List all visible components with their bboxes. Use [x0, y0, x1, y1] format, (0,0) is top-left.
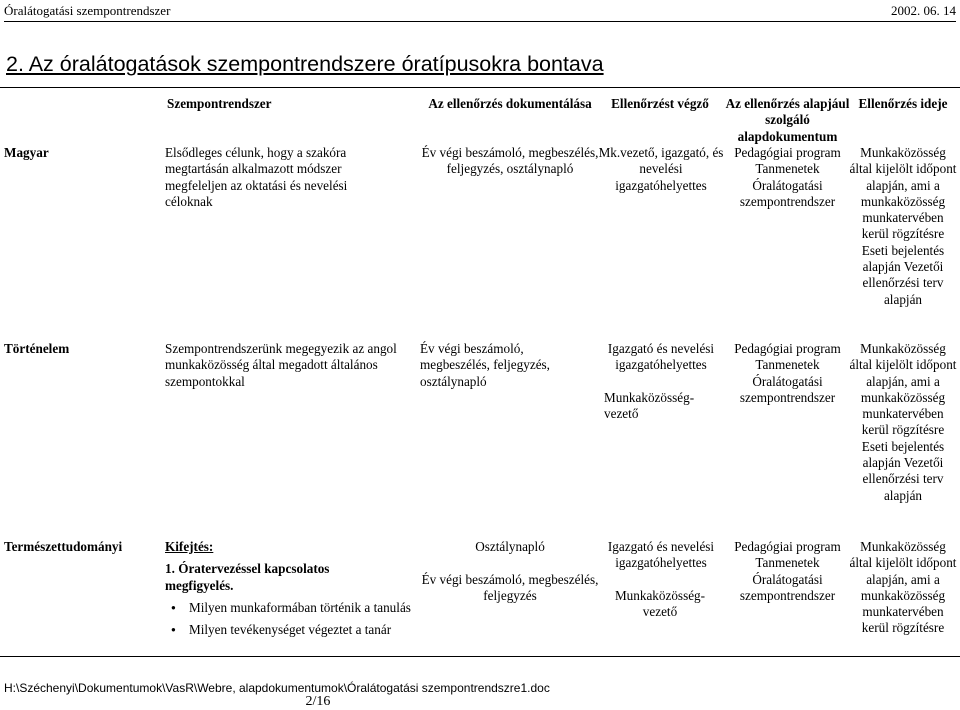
- row-subject-tortenelem: Történelem: [4, 341, 70, 356]
- criteria-point: 1. Óratervezéssel kapcsolatos megfigyelés.: [165, 561, 330, 593]
- row-basis: Pedagógiai program Tanmenetek Óralátogatási szempontrendszer: [734, 145, 841, 209]
- row-documentation: Év végi beszámoló, megbeszélés, feljegyzés, osztálynapló: [421, 145, 599, 177]
- list-item: ● Milyen tevékenységet végeztet a tanár: [165, 622, 429, 638]
- row-basis: Pedagógiai program Tanmenetek Óralátogatási szempontrendszer: [734, 341, 841, 405]
- table-top-rule: [0, 87, 960, 88]
- row-time: Munkaközösség által kijelölt időpont alapján, ami a munkaközösség munkatervében kerül rögzítésre: [849, 539, 957, 636]
- col-header-documentation: Az ellenőrzés dokumentálása: [428, 96, 592, 111]
- footer-file-path: H:\Széchenyi\Dokumentumok\VasR\Webre, alapdokumentumok\Óralátogatási szempontrendszre1.doc: [4, 681, 550, 695]
- col-header-criteria: Szempontrendszer: [167, 96, 272, 111]
- row-documentation-secondary: Év végi beszámoló, megbeszélés, feljegyzés: [421, 572, 599, 604]
- row-basis: Pedagógiai program Tanmenetek Óralátogatási szempontrendszer: [734, 539, 841, 603]
- row-criteria: Szempontrendszerünk megegyezik az angol munkaközösség által megadott általános szempontokkal: [165, 341, 397, 389]
- criteria-bullet-list: [165, 600, 425, 639]
- col-header-time: Ellenőrzés ideje: [858, 96, 948, 111]
- row-subject-magyar: Magyar: [4, 145, 49, 160]
- row-time: Munkaközösség által kijelölt időpont alapján, ami a munkaközösség munkatervében kerül rögzítésre Eseti bejelentés alapján Vezetői ellenőrzési terv alapján: [849, 341, 957, 503]
- table-bottom-rule: [0, 656, 960, 657]
- row-criteria: [165, 539, 425, 638]
- col-header-inspector: Ellenőrzést végző: [611, 96, 709, 111]
- row-criteria: Elsődleges célunk, hogy a szakóra megtartásán alkalmazott módszer megfeleljen az oktatási és nevelési céloknak: [165, 145, 348, 209]
- criteria-heading: Kifejtés:: [165, 539, 214, 554]
- page-header: [4, 0, 956, 22]
- row-inspector-secondary: Munkaközösség-vezető: [604, 390, 695, 422]
- row-subject-termeszettudomanyi: Természettudományi: [4, 539, 123, 554]
- list-item: ● Milyen munkaformában történik a tanulás: [165, 600, 419, 616]
- page-number: 2/16: [305, 694, 331, 709]
- row-documentation-primary: Osztálynapló: [475, 539, 545, 554]
- row-inspector-secondary: Munkaközösség-vezető: [614, 588, 706, 620]
- col-header-basis: Az ellenőrzés alapjául szolgáló alapdokumentum: [725, 96, 850, 144]
- row-time: Munkaközösség által kijelölt időpont alapján, ami a munkaközösség munkatervében kerül rögzítésre Eseti bejelentés alapján Vezetői ellenőrzési terv alapján: [849, 145, 957, 307]
- row-documentation: Év végi beszámoló, megbeszélés, feljegyzés, osztálynapló: [420, 341, 550, 389]
- row-inspector: Mk.vezető, igazgató, és nevelési igazgatóhelyettes: [598, 145, 724, 193]
- row-inspector-primary: Igazgató és nevelési igazgatóhelyettes: [607, 539, 715, 571]
- section-title: 2. Az óralátogatások szempontrendszere óratípusokra bontava: [6, 52, 604, 76]
- header-rule: [4, 21, 956, 22]
- header-doc-title: Óralátogatási szempontrendszer: [4, 3, 171, 18]
- row-inspector-primary: Igazgató és nevelési igazgatóhelyettes: [607, 341, 715, 373]
- header-date: 2002. 06. 14: [891, 3, 956, 18]
